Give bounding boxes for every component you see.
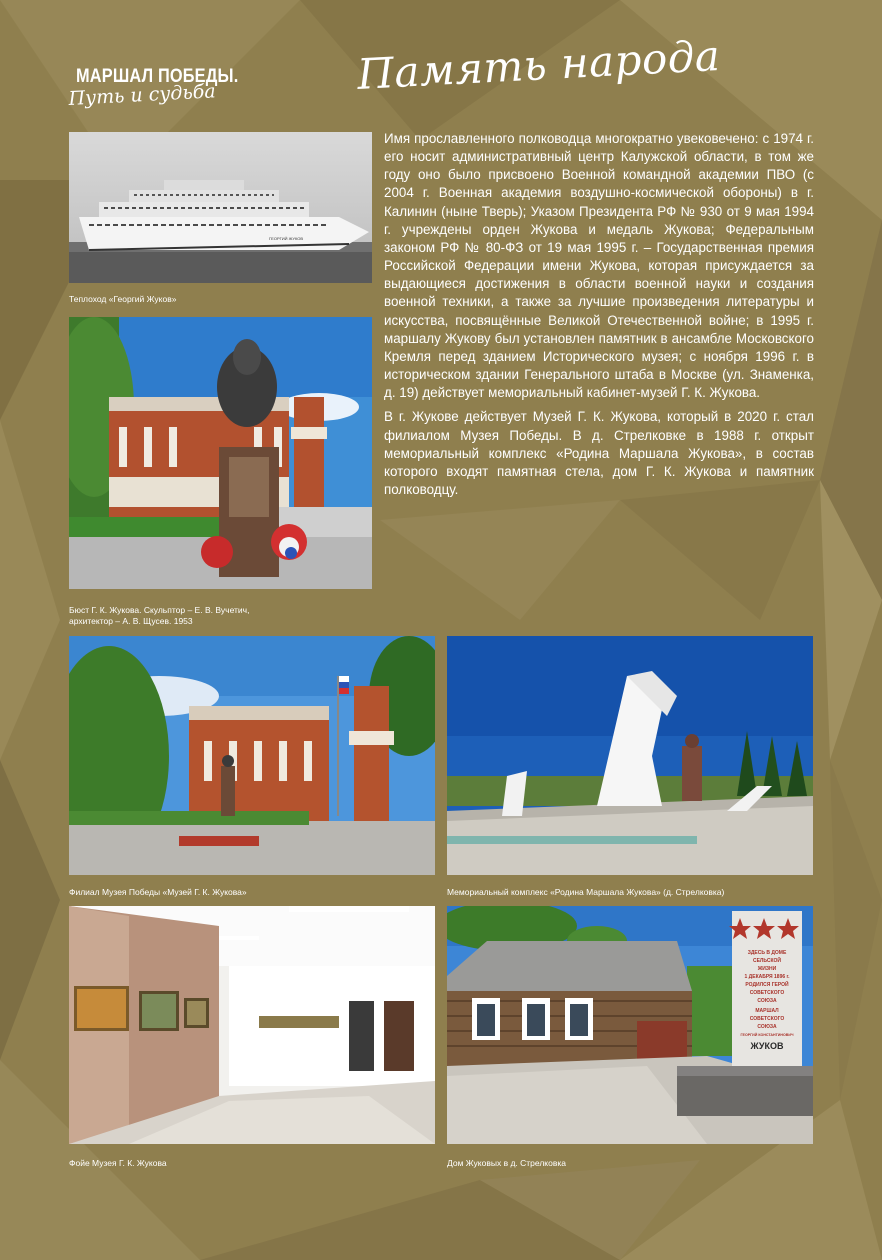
bust-caption-line2: архитектор – А. В. Щусев. 1953	[69, 616, 193, 626]
bust-photo	[69, 317, 372, 589]
body-text	[384, 130, 814, 505]
stele-line-5: РОДИЛСЯ ГЕРОЙ	[745, 982, 789, 988]
brand-subtitle: Путь и судьба	[68, 80, 217, 110]
bust-caption-line1: Бюст Г. К. Жукова. Скульптор – Е. В. Вучетич,	[69, 605, 250, 615]
museum-branch-caption: Филиал Музея Победы «Музей Г. К. Жукова»	[69, 887, 247, 897]
stele-line-8: МАРШАЛ	[755, 1008, 779, 1014]
ship-name-text: ГЕОРГИЙ ЖУКОВ	[269, 236, 304, 241]
stele-line-9: СОВЕТСКОГО	[749, 1016, 785, 1022]
stele-line-4: 1 ДЕКАБРЯ 1896 г.	[744, 974, 790, 980]
foyer-photo	[69, 906, 435, 1144]
memorial-complex-photo	[447, 636, 813, 875]
memorial-complex-caption: Мемориальный комплекс «Родина Маршала Жукова» (д. Стрелковка)	[447, 887, 725, 897]
paragraph-1: Имя прославленного полководца многократно увековечено: с 1974 г. его носит административный центр Калужской области, в том же году оно было присвоено Военной командной академии ПВО (с 2004 г. Военная академия воздушно-космической обороны) в г. Калинин (ныне Тверь); Указом Президента РФ № 930 от 9 мая 1994 г. учреждены орден Жукова и медаль Жукова; Федеральным законом РФ № 80-ФЗ от 19 мая 1995 г. – Государственная премия Российской Федерации имени Жукова, которая присуждается за выдающиеся достижения в области военной науки и создания военной техники, а также за лучшие произведения литературы и искусства, посвящённые Великой Отечественной войне; в 1995 г. маршалу Жукову был установлен памятник в ансамбле Московского Кремля перед зданием Исторического музея; с ноября 1996 г. в историческом здании Генерального штаба в Москве (ул. Знаменка, д. 19) действует мемориальный кабинет-музей Г. К. Жукова.	[384, 131, 814, 401]
stele-line-10: СОЮЗА	[757, 1024, 777, 1030]
zhukov-house-caption: Дом Жуковых в д. Стрелковка	[447, 1158, 566, 1168]
zhukov-house-photo	[447, 906, 813, 1144]
stele-line-3: ЖИЗНИ	[757, 966, 777, 972]
stele-name: ЖУКОВ	[750, 1041, 784, 1051]
museum-branch-photo	[69, 636, 435, 875]
stele-line-11: ГЕОРГИЙ КОНСТАНТИНОВИЧ	[740, 1033, 794, 1037]
stele-line-2: СЕЛЬСКОЙ	[752, 958, 782, 964]
page-heading: Память народа	[356, 30, 722, 99]
paragraph-2: В г. Жукове действует Музей Г. К. Жукова, который в 2020 г. стал филиалом Музея Победы. В д. Стрелковке в 1988 г. открыт мемориальный комплекс «Родина Маршала Жукова», в состав которого входят памятная стела, дом Г. К. Жукова и памятник полководцу.	[384, 409, 814, 497]
stele-line-1: ЗДЕСЬ В ДОМЕ	[747, 950, 787, 956]
ship-photo	[69, 132, 372, 283]
brand-title: МАРШАЛ ПОБЕДЫ.	[76, 66, 239, 87]
foyer-caption: Фойе Музея Г. К. Жукова	[69, 1158, 167, 1168]
stele-line-6: СОВЕТСКОГО	[749, 990, 785, 996]
ship-caption: Теплоход «Георгий Жуков»	[69, 294, 177, 304]
stele-line-7: СОЮЗА	[757, 998, 777, 1004]
